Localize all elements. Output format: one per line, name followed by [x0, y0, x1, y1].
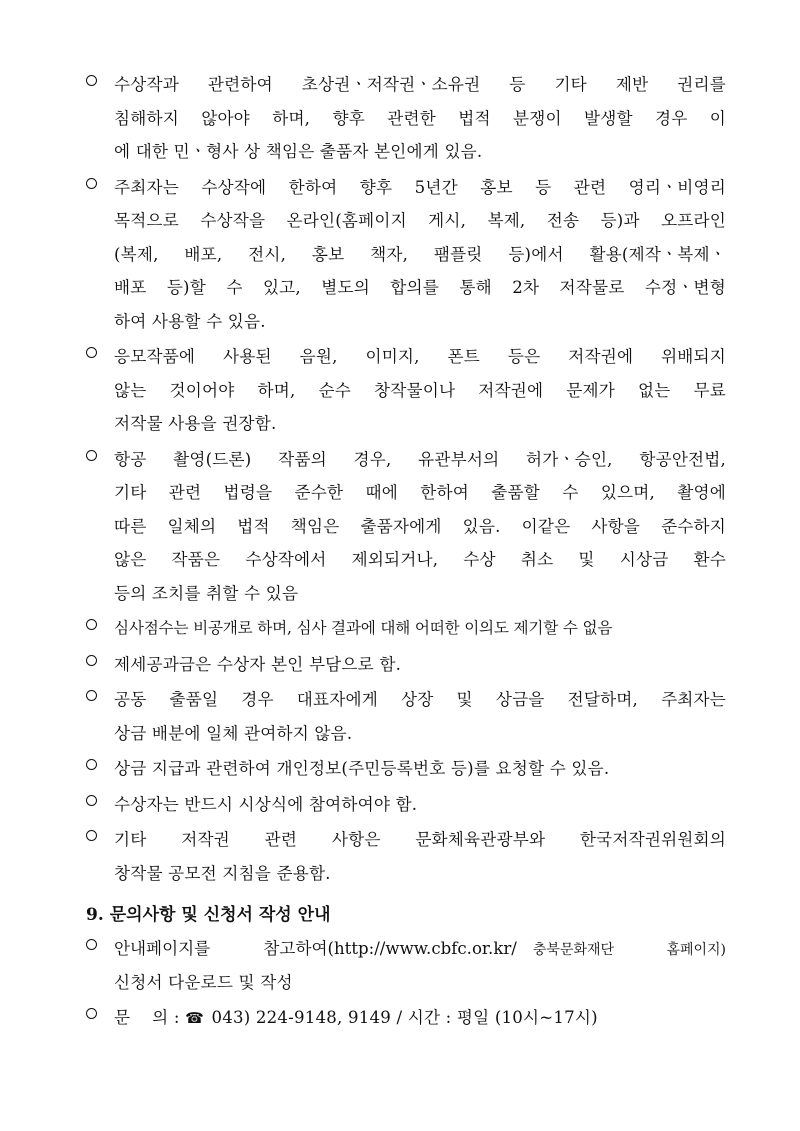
list-item-contact: [86, 1001, 726, 1035]
item-text-line: 에 대한 민ㆍ형사 상 책임은 출품자 본인에게 있음.: [114, 142, 483, 161]
item-text-line: 배포 등)할 수 있고, 별도의 합의를 통해 2차 저작물로 수정ㆍ변형: [114, 278, 726, 297]
circle-bullet-icon: [86, 450, 97, 461]
item-text-line: 항공 촬영(드론) 작품의 경우, 유관부서의 허가ㆍ승인, 항공안전법,: [114, 449, 726, 469]
list-item: [86, 443, 726, 611]
circle-bullet-icon: [86, 619, 97, 630]
item-text-line: 기타 저작권 관련 사항은 문화체육관광부와 한국저작권위원회의: [114, 830, 726, 849]
section-number: 9.: [86, 905, 104, 925]
contact-line: [114, 1001, 726, 1035]
item-text-line: 응모작품에 사용된 음원, 이미지, 폰트 등은 저작권에 위배되지: [114, 347, 726, 366]
list-item: [86, 752, 726, 786]
circle-bullet-icon: [86, 690, 97, 701]
circle-bullet-icon: [86, 178, 97, 189]
phone-icon: ☎: [185, 1009, 204, 1027]
item-text-line: 목적으로 수상작을 온라인(홈페이지 게시, 복제, 전송 등)과 오프라인: [114, 211, 726, 230]
circle-bullet-icon: [86, 1008, 97, 1019]
homepage-link[interactable]: http://www.cbfc.or.kr/: [333, 939, 517, 958]
item-text-line: 따른 일체의 법적 책임은 출품자에게 있음. 이같은 사항을 준수하지: [114, 516, 726, 536]
item-text-line: 않는 것이어야 하며, 순수 창작물이나 저작권에 문제가 없는 무료: [114, 380, 726, 400]
list-item: [86, 683, 726, 750]
item-text-line: 침해하지 않아야 하며, 향후 관련한 법적 분쟁이 발생할 경우 이: [114, 108, 726, 128]
list-item: [86, 171, 726, 339]
list-item: [86, 823, 726, 890]
list-item: [86, 68, 726, 169]
list-item: [86, 648, 726, 682]
guide-line-1: [114, 932, 726, 966]
section-title: 문의사항 및 신청서 작성 안내: [109, 905, 331, 925]
item-text-line: 등의 조치를 취할 수 있음: [114, 583, 299, 603]
guide-prefix: 안내페이지를 참고하여(: [114, 939, 334, 958]
item-text-line: (복제, 배포, 전시, 홍보 책자, 팸플릿 등)에서 활용(제작ㆍ복제ㆍ: [114, 244, 726, 264]
circle-bullet-icon: [86, 939, 97, 950]
item-text-line: 제세공과금은 수상자 본인 부담으로 함.: [114, 654, 402, 674]
contact-label: 문 의 :: [114, 1008, 186, 1027]
notice-list: [86, 68, 726, 892]
inquiry-section: [86, 898, 726, 1037]
list-item: [86, 612, 726, 646]
section-heading: [86, 898, 726, 932]
item-text-line: 창작물 공모전 지침을 준용함.: [114, 863, 331, 883]
circle-bullet-icon: [86, 655, 97, 666]
contact-text: 043) 224-9148, 9149 / 시간 : 평일 (10시~17시): [206, 1008, 598, 1027]
circle-bullet-icon: [86, 795, 97, 806]
item-text-line: 상금 배분에 일체 관여하지 않음.: [114, 723, 353, 743]
item-text-line: 상금 지급과 관련하여 개인정보(주민등록번호 등)를 요청할 수 있음.: [114, 759, 610, 778]
item-text-line: 않은 작품은 수상작에서 제외되거나, 수상 취소 및 시상금 환수: [114, 550, 726, 569]
item-text-line: 수상작과 관련하여 초상권ㆍ저작권ㆍ소유권 등 기타 제반 권리를: [114, 75, 726, 94]
circle-bullet-icon: [86, 75, 97, 86]
list-item-guide: [86, 932, 726, 999]
item-text-line: 하여 사용할 수 있음.: [114, 311, 266, 331]
item-text-line: 공동 출품일 경우 대표자에게 상장 및 상금을 전달하며, 주최자는: [114, 690, 726, 709]
list-item: [86, 340, 726, 441]
circle-bullet-icon: [86, 759, 97, 770]
item-text-line: 주최자는 수상작에 한하여 향후 5년간 홍보 등 관련 영리ㆍ비영리: [114, 177, 726, 197]
item-text-line: 수상자는 반드시 시상식에 참여하여야 함.: [114, 794, 418, 814]
circle-bullet-icon: [86, 830, 97, 841]
site-name: 충북문화재단 홈페이지): [532, 942, 726, 958]
circle-bullet-icon: [86, 347, 97, 358]
guide-line-2: 신청서 다운로드 및 작성: [114, 972, 293, 992]
list-item: [86, 788, 726, 822]
item-text-line: 기타 관련 법령을 준수한 때에 한하여 출품할 수 있으며, 촬영에: [114, 483, 726, 502]
item-text-line: 저작물 사용을 권장함.: [114, 414, 277, 433]
item-text-line: 심사점수는 비공개로 하며, 심사 결과에 대해 어떠한 이의도 제기할 수 없음: [114, 619, 613, 637]
